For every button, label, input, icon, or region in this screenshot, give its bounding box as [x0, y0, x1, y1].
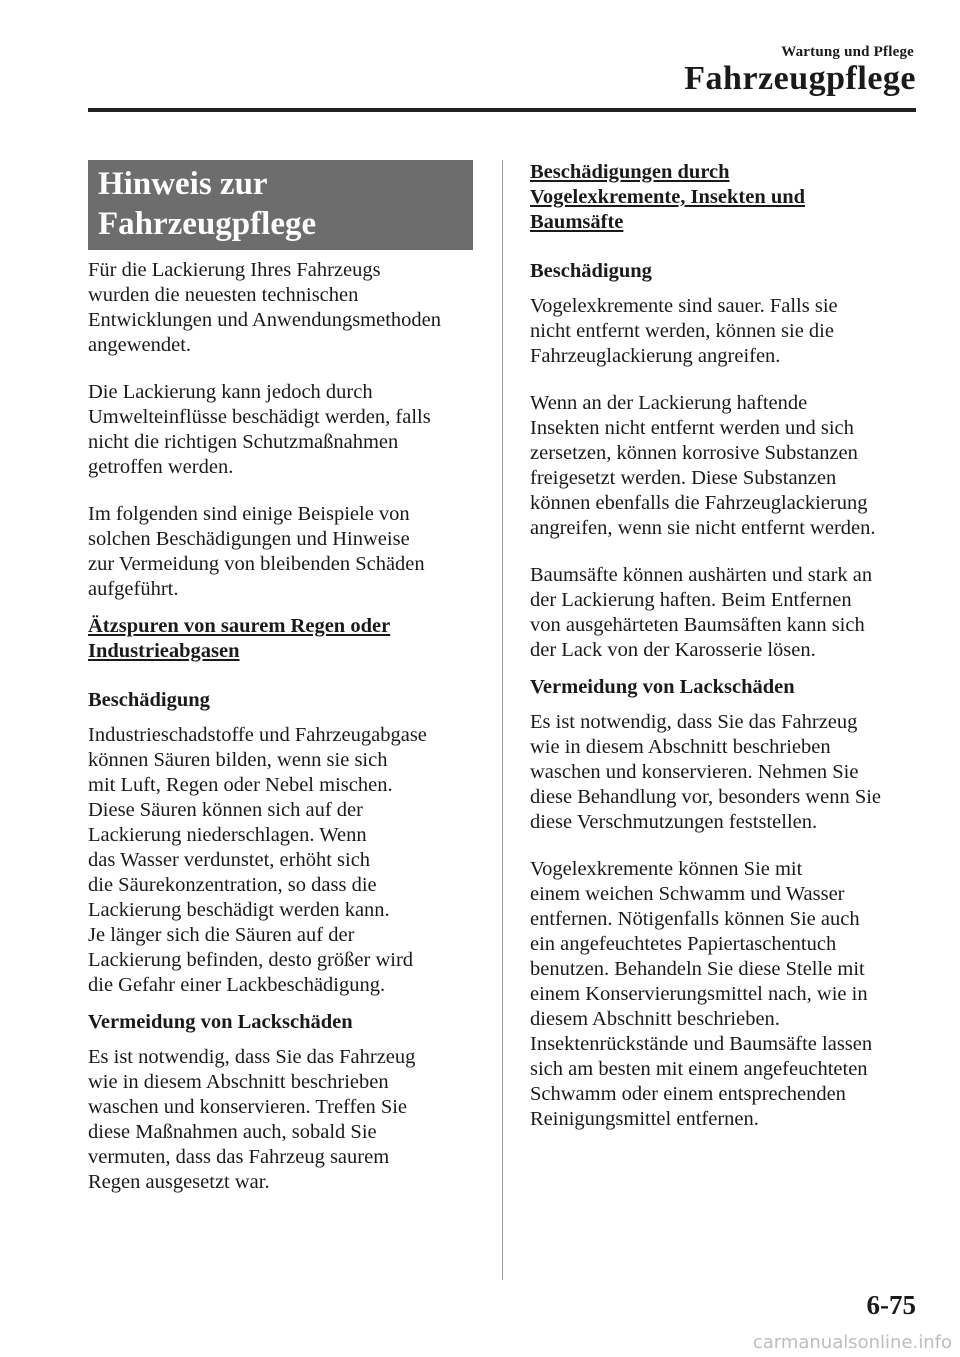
- page-number: 6-75: [866, 1290, 916, 1320]
- prevention-text-2: Vogelexkremente können Sie mit einem weichen Schwamm und Wasser entfernen. Nötigenfalls können Sie auch ein angefeuchtetes Papiertaschentuch benutzen. Behandeln Sie diese Stelle mit einem Konservierungsmittel nach, wie in diesem Abschnitt beschrieben. Insektenrückstände und Baumsäfte lassen sich am besten mit einem angefeuchteten Schwamm oder einem entsprechenden Reinigungsmittel entfernen.: [530, 858, 873, 1130]
- damage-heading: Beschädigung: [530, 260, 652, 282]
- prevention-text: Es ist notwendig, dass Sie das Fahrzeug wie in diesem Abschnitt beschrieben waschen und konservieren. Treffen Sie diese Maßnahmen auch, sobald Sie vermuten, dass das Fahrzeug saurem Regen ausgesetzt war.: [88, 1046, 416, 1193]
- column-divider: [502, 160, 503, 1280]
- damage-heading: Beschädigung: [88, 689, 210, 711]
- page-header-title: Fahrzeugpflege: [684, 60, 916, 97]
- topic-title-acid-rain: Ätzspuren von saurem Regen oder Industrieabgasen: [88, 615, 391, 662]
- prevention-heading: Vermeidung von Lackschäden: [88, 1011, 353, 1033]
- intro-paragraph-1: Für die Lackierung Ihres Fahrzeugs wurden die neuesten technischen Entwicklungen und Anwendungsmethoden angewendet.: [88, 259, 442, 356]
- topic-title-bird-droppings: Beschädigungen durch Vogelexkremente, Insekten und Baumsäfte: [530, 161, 806, 233]
- intro-paragraph-3: Im folgenden sind einige Beispiele von solchen Beschädigungen und Hinweise zur Vermeidung von bleibenden Schäden aufgeführt.: [88, 503, 425, 600]
- intro-paragraph-2: Die Lackierung kann jedoch durch Umwelteinflüsse beschädigt werden, falls nicht die richtigen Schutzmaßnahmen getroffen werden.: [88, 381, 431, 478]
- damage-text: Industrieschadstoffe und Fahrzeugabgase können Säuren bilden, wenn sie sich mit Luft, Regen oder Nebel mischen. Diese Säuren können sich auf der Lackierung niederschlagen. Wenn das Wasser verdunstet, erhöht sich die Säurekonzentration, so dass die Lackierung beschädigt werden kann. Je länger sich die Säuren auf der Lackierung befinden, desto größer wird die Gefahr einer Lackbeschädigung.: [88, 724, 427, 996]
- prevention-heading: Vermeidung von Lackschäden: [530, 676, 795, 698]
- section-title-box: Hinweis zur Fahrzeugpflege: [88, 160, 473, 250]
- damage-text-3: Baumsäfte können aushärten und stark an der Lackierung haften. Beim Entfernen von ausgehärteten Baumsäften kann sich der Lack von der Karosserie lösen.: [530, 564, 873, 661]
- prevention-text-1: Es ist notwendig, dass Sie das Fahrzeug wie in diesem Abschnitt beschrieben waschen und konservieren. Nehmen Sie diese Behandlung vor, besonders wenn Sie diese Verschmutzungen feststellen.: [530, 711, 882, 833]
- watermark: carmanualsonline.info: [752, 1332, 952, 1353]
- damage-text-1: Vogelexkremente sind sauer. Falls sie nicht entfernt werden, können sie die Fahrzeuglackierung angreifen.: [530, 295, 838, 367]
- damage-text-2: Wenn an der Lackierung haftende Insekten nicht entfernt werden und sich zersetzen, können korrosive Substanzen freigesetzt werden. Diese Substanzen können ebenfalls die Fahrzeuglackierung angreifen, wenn sie nicht entfernt werden.: [530, 392, 876, 539]
- chapter-label: Wartung und Pflege: [781, 44, 914, 60]
- right-column: [530, 160, 915, 1154]
- left-column: [88, 160, 473, 1217]
- header-rule: [88, 108, 916, 112]
